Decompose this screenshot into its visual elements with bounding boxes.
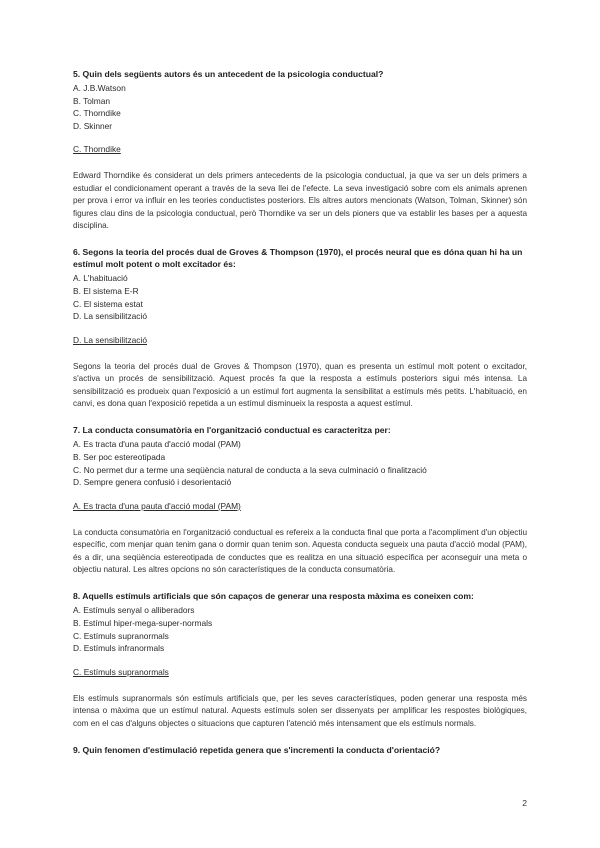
question-block-7: [73, 424, 527, 576]
correct-answer: D. La sensibilització: [73, 334, 148, 345]
option-a: A. J.B.Watson: [73, 83, 126, 93]
options-list: [73, 604, 527, 654]
correct-answer: A. Es tracta d'una pauta d'acció modal (PAM): [73, 500, 241, 511]
option-d: D. Sempre genera confusió i desorientació: [73, 477, 232, 488]
question-block-9: [73, 744, 527, 756]
correct-answer: C. Thorndike: [73, 144, 121, 155]
option-b: B. El sistema E-R: [73, 286, 139, 296]
page-number: 2: [522, 798, 527, 808]
answer-explanation: Edward Thorndike és considerat un dels primers antecedents de la psicologia conductual, ja que va ser un dels primers a estudiar el condicionament operant a través de la seva llei de l'efecte. La seva investigació sobre com els animals aprenen per prova i error va influir en les teories conductistes posteriors. Els altres autors mencionats (Watson, Tolman, Skinner) són figures clau dins de la psicologia conductual, però Thorndike va ser un dels pioners que va establir les bases per a aquesta disciplina.: [73, 171, 527, 230]
option-a: A. Estímuls senyal o alliberadors: [73, 605, 195, 616]
option-c: C. Thorndike: [73, 108, 121, 119]
option-a: A. Es tracta d'una pauta d'acció modal (PAM): [73, 439, 241, 450]
option-c: C. No permet dur a terme una seqüència natural de conducta a la seva culminació o finalització: [73, 464, 427, 475]
question-block-5: [73, 68, 527, 232]
option-d: D. Skinner: [73, 120, 113, 131]
answer-explanation: La conducta consumatòria en l'organització conductual es refereix a la conducta final que porta a l'acompliment d'un objectiu específic, com menjar quan tenim gana o dormir quan tenim son. Aquesta conducta segueix una pauta d'acció modal (PAM), és a dir, una seqüència estereotipada de conductes que es realitza en una situació específica per aconseguir una meta o objectiu natural. Les altres opcions no són característiques de la conducta consumatòria.: [73, 527, 527, 574]
option-d: D. Estímuls infranormals: [73, 643, 165, 654]
question-text: 6. Segons la teoria del procés dual de Groves & Thompson (1970), el procés neural que es dóna quan hi ha un estímul molt potent o molt excitador és:: [73, 247, 523, 270]
question-text: 5. Quin dels següents autors és un antecedent de la psicologia conductual?: [73, 69, 384, 79]
option-a: A. L'habituació: [73, 273, 128, 284]
option-b: B. Estímul hiper-mega-super-normals: [73, 618, 213, 628]
options-list: [73, 272, 527, 322]
answer-explanation: Els estímuls supranormals són estímuls artificials que, per les seves característiques, poden generar una resposta més intensa o màxima que un estímul natural. Aquests estímuls solen ser dissenyats per amplificar les respostes biològiques, com en el cas d'alguns objectes o situacions que capturen l'atenció més intensament que els estímuls normals.: [73, 693, 527, 728]
question-block-6: [73, 246, 527, 410]
option-c: C. Estímuls supranormals: [73, 630, 169, 641]
option-b: B. Ser poc estereotipada: [73, 452, 166, 462]
options-list: [73, 82, 527, 132]
document-page: [73, 68, 527, 756]
question-text: 8. Aquells estímuls artificials que són capaços de generar una resposta màxima es coneixen com:: [73, 591, 474, 602]
option-d: D. La sensibilització: [73, 311, 148, 322]
options-list: [73, 438, 527, 488]
question-block-8: [73, 590, 527, 730]
answer-explanation: Segons la teoria del procés dual de Groves & Thompson (1970), quan es presenta un estímul molt potent o excitador, s'activa un procés de sensibilització. Aquest procés fa que la resposta a estímuls posteriors sigui més intensa. La sensibilització es produeix quan l'exposició a un estímul fort augmenta la sensibilitat a estímuls més petits. L'habituació, en canvi, es dona quan l'exposició repetida a un estímul disminueix la resposta a aquest estímul.: [73, 361, 527, 408]
option-c: C. El sistema estat: [73, 298, 143, 309]
correct-answer: C. Estímuls supranormals: [73, 666, 169, 677]
question-text: 9. Quin fenomen d'estimulació repetida genera que s'incrementi la conducta d'orientació?: [73, 745, 441, 755]
option-b: B. Tolman: [73, 95, 111, 106]
question-text: 7. La conducta consumatòria en l'organització conductual es caracteritza per:: [73, 425, 391, 436]
